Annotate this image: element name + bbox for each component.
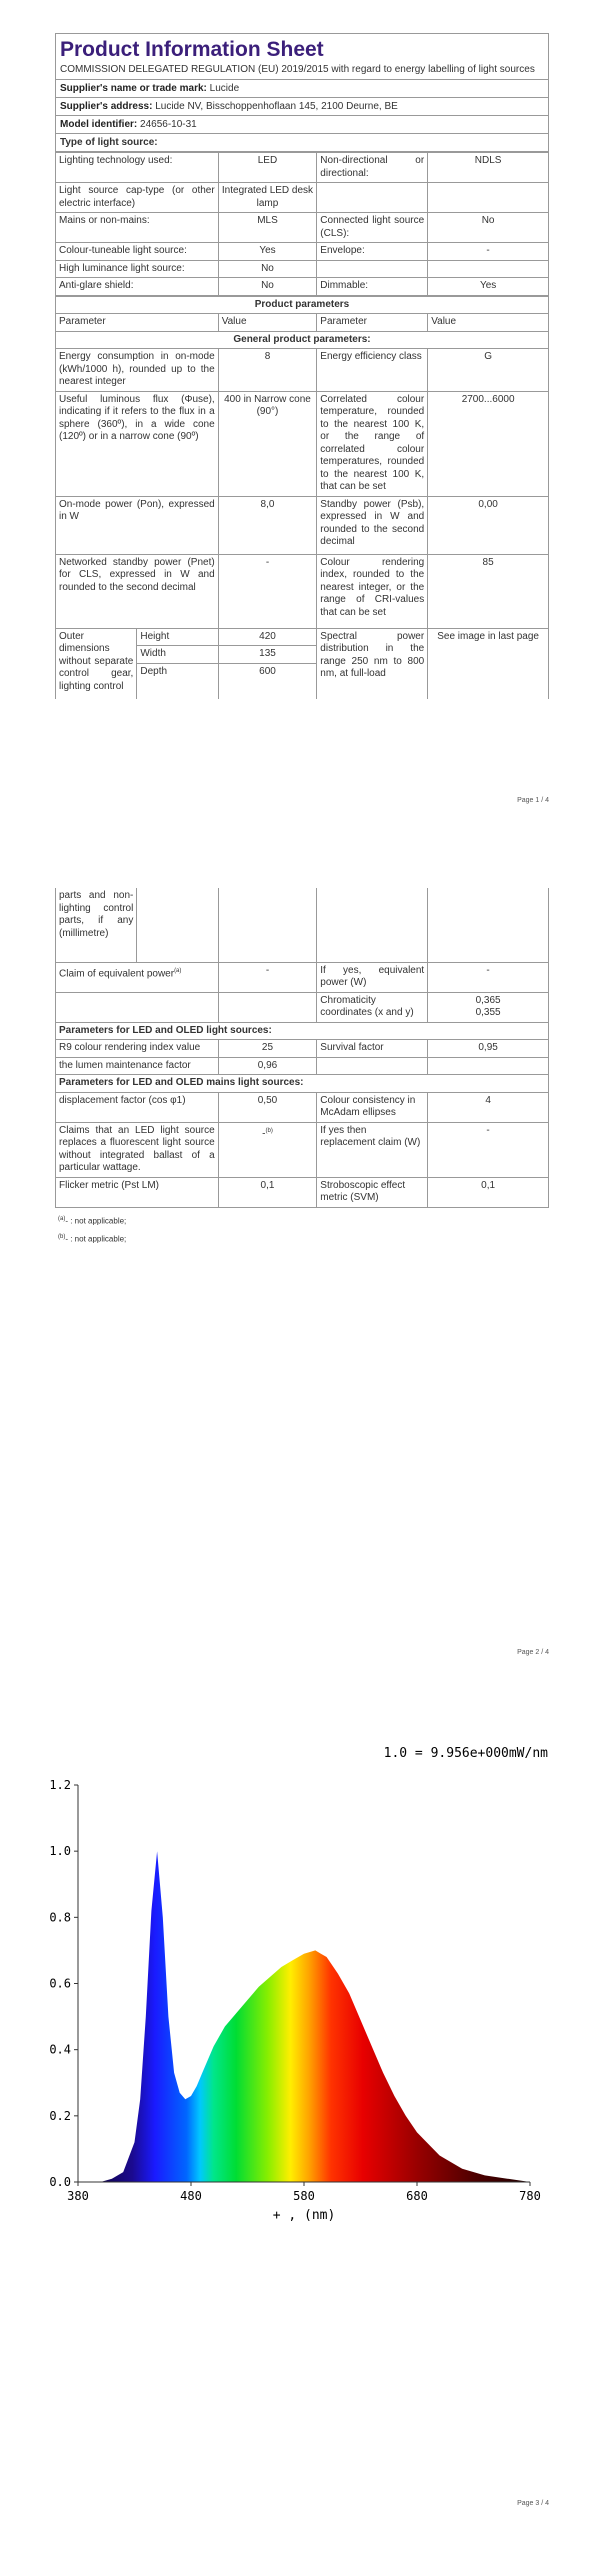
energy-consumption-label: Energy consumption in on-mode (kWh/1000 h), rounded up to the nearest integer xyxy=(56,349,219,392)
y-tick-label: 0.8 xyxy=(49,1910,71,1925)
page-number-3: Page 3 / 4 xyxy=(517,2500,549,2507)
colour-consistency-value: 4 xyxy=(428,1092,549,1122)
cri-value: 85 xyxy=(428,554,549,628)
standby-power-value: 0,00 xyxy=(428,496,549,554)
spectral-empty-value xyxy=(428,888,549,962)
y-tick-label: 0.6 xyxy=(49,1976,71,1991)
chart-plot-area xyxy=(49,1778,541,2203)
chromaticity-empty-value xyxy=(218,992,317,1022)
flicker-value: 0,1 xyxy=(218,1177,317,1207)
y-tick-label: 1.0 xyxy=(49,1844,71,1859)
standby-power-label: Standby power (Psb), expressed in W and rounded to the second decimal xyxy=(317,496,428,554)
x-tick-label: 580 xyxy=(293,2189,315,2203)
x-tick-label: 380 xyxy=(67,2189,89,2203)
type-row-p2: Envelope: xyxy=(317,243,428,261)
supplier-address-row: Supplier's address: Lucide NV, Bisschoppenhoflaan 145, 2100 Deurne, BE xyxy=(56,97,548,115)
networked-standby-value: - xyxy=(218,554,317,628)
equiv-yes-value: - xyxy=(428,962,549,992)
supplier-address: Lucide NV, Bisschoppenhoflaan 145, 2100 Deurne, BE xyxy=(155,101,398,112)
y-tick-label: 0.0 xyxy=(49,2175,71,2189)
model-identifier: 24656-10-31 xyxy=(140,119,197,130)
displacement-label: displacement factor (cos φ1) xyxy=(56,1092,219,1122)
type-row-p2: Connected light source (CLS): xyxy=(317,213,428,243)
type-row xyxy=(56,243,549,261)
type-row-p1: High luminance light source: xyxy=(56,260,219,278)
supplier-name-row: Supplier's name or trade mark: Lucide xyxy=(56,79,548,97)
survival-label: Survival factor xyxy=(317,1040,428,1058)
outer-dimensions-label: Outer dimensions without separate control gear, lighting control xyxy=(56,628,137,699)
type-row xyxy=(56,213,549,243)
type-row xyxy=(56,260,549,278)
col-value-2: Value xyxy=(428,314,549,332)
chromaticity-x: 0,365 xyxy=(475,994,501,1006)
lumen-empty xyxy=(317,1057,428,1075)
model-row: Model identifier: 24656-10-31 xyxy=(56,115,548,133)
energy-consumption-value: 8 xyxy=(218,349,317,392)
spectral-distribution-chart xyxy=(0,1730,604,2250)
type-row-v1: No xyxy=(218,260,317,278)
type-row-v2: Yes xyxy=(428,278,549,296)
dims-empty-cell xyxy=(137,888,218,962)
supplier-name: Lucide xyxy=(209,83,240,94)
type-row xyxy=(56,183,549,213)
y-tick-label: 0.4 xyxy=(49,2042,71,2057)
stroboscopic-value: 0,1 xyxy=(428,1177,549,1207)
type-row-v1: MLS xyxy=(218,213,317,243)
type-row-p2: Dimmable: xyxy=(317,278,428,296)
product-parameters-heading: Product parameters xyxy=(56,296,549,314)
type-row-v2: No xyxy=(428,213,549,243)
type-row-p2 xyxy=(317,260,428,278)
flicker-label: Flicker metric (Pst LM) xyxy=(56,1177,219,1207)
type-row xyxy=(56,278,549,296)
type-row xyxy=(56,153,549,183)
params-table-continued xyxy=(55,888,549,1208)
r9-value: 25 xyxy=(218,1040,317,1058)
led-mains-params-heading: Parameters for LED and OLED mains light sources: xyxy=(56,1075,549,1093)
lumen-maintenance-label: the lumen maintenance factor xyxy=(56,1057,219,1075)
type-row-v2: NDLS xyxy=(428,153,549,183)
page-number-1: Page 1 / 4 xyxy=(517,797,549,804)
type-row-v2 xyxy=(428,260,549,278)
width-value: 135 xyxy=(218,646,317,664)
x-tick-label: 680 xyxy=(406,2189,428,2203)
type-row-v1: No xyxy=(218,278,317,296)
led-params-heading: Parameters for LED and OLED light sources: xyxy=(56,1022,549,1040)
footnote-b: $^{(b)}$- : not applicable; xyxy=(58,1234,127,1244)
type-row-v1: Yes xyxy=(218,243,317,261)
cri-label: Colour rendering index, rounded to the nearest integer, or the range of CRI-values that can be set xyxy=(317,554,428,628)
equiv-yes-label: If yes, equivalent power (W) xyxy=(317,962,428,992)
replacement-label: If yes then replacement claim (W) xyxy=(317,1122,428,1177)
type-row-p1: Lighting technology used: xyxy=(56,153,219,183)
sheet-title: Product Information Sheet xyxy=(60,38,324,61)
claims-value: -$^{(b)}$ xyxy=(218,1122,317,1177)
general-parameters-heading: General product parameters: xyxy=(56,331,549,349)
replacement-value: - xyxy=(428,1122,549,1177)
equiv-power-label: Claim of equivalent power$^{(a)}$ xyxy=(56,962,219,992)
height-value: 420 xyxy=(218,628,317,646)
onmode-power-value: 8,0 xyxy=(218,496,317,554)
outer-dimensions-continued: parts and non-lighting control parts, if any (millimetre) xyxy=(56,888,137,962)
stroboscopic-label: Stroboscopic effect metric (SVM) xyxy=(317,1177,428,1207)
type-row-p2: Non-directional or directional: xyxy=(317,153,428,183)
depth-label: Depth xyxy=(137,663,218,699)
col-parameter-2: Parameter xyxy=(317,314,428,332)
y-tick-label: 1.2 xyxy=(49,1778,71,1792)
height-label: Height xyxy=(137,628,218,646)
info-box xyxy=(55,33,549,152)
params-table xyxy=(55,296,549,700)
type-row-v1: Integrated LED desk lamp xyxy=(218,183,317,213)
chromaticity-y: 0,355 xyxy=(475,1007,501,1018)
lumen-empty-value xyxy=(428,1057,549,1075)
survival-value: 0,95 xyxy=(428,1040,549,1058)
displacement-value: 0,50 xyxy=(218,1092,317,1122)
chromaticity-value xyxy=(428,992,549,1022)
spectral-value: See image in last page xyxy=(428,628,549,699)
networked-standby-label: Networked standby power (Pnet) for CLS, expressed in W and rounded to the second decimal xyxy=(56,554,219,628)
type-row-p1: Anti-glare shield: xyxy=(56,278,219,296)
cct-label: Correlated colour temperature, rounded to the nearest 100 K, or the range of correlated colour temperatures, rounded to the nearest 100 K, that can be set xyxy=(317,391,428,496)
chromaticity-label: Chromaticity coordinates (x and y) xyxy=(317,992,428,1022)
page-2-sheet xyxy=(55,888,549,1208)
type-row-p1: Colour-tuneable light source: xyxy=(56,243,219,261)
cct-value: 2700...6000 xyxy=(428,391,549,496)
type-row-v2 xyxy=(428,183,549,213)
page-1-sheet xyxy=(55,33,549,699)
colour-consistency-label: Colour consistency in McAdam ellipses xyxy=(317,1092,428,1122)
spectral-label: Spectral power distribution in the range 250 nm to 800 nm, at full-load xyxy=(317,628,428,699)
x-tick-label: 780 xyxy=(519,2189,541,2203)
col-parameter-1: Parameter xyxy=(56,314,219,332)
type-heading: Type of light source: xyxy=(56,133,548,151)
onmode-power-label: On-mode power (Pon), expressed in W xyxy=(56,496,219,554)
type-row-p1: Light source cap-type (or other electric interface) xyxy=(56,183,219,213)
regulation-text: COMMISSION DELEGATED REGULATION (EU) 2019/2015 with regard to energy labelling of light sources xyxy=(60,64,535,75)
x-axis-label: + , (nm) xyxy=(272,2208,336,2223)
type-row-v2: - xyxy=(428,243,549,261)
energy-class-value: G xyxy=(428,349,549,392)
chromaticity-empty xyxy=(56,992,219,1022)
spectrum-area xyxy=(78,1851,530,2182)
spectral-empty-cell xyxy=(317,888,428,962)
col-value-1: Value xyxy=(218,314,317,332)
dims-empty-value xyxy=(218,888,317,962)
chart-title: 1.0 = 9.956e+000mW/nm xyxy=(383,1746,548,1761)
r9-label: R9 colour rendering index value xyxy=(56,1040,219,1058)
x-tick-label: 480 xyxy=(180,2189,202,2203)
depth-value: 600 xyxy=(218,663,317,699)
type-row-p1: Mains or non-mains: xyxy=(56,213,219,243)
luminous-flux-label: Useful luminous flux (Φuse), indicating if it refers to the flux in a sphere (360º), in a wide cone (120º) or in a narrow cone (90º) xyxy=(56,391,219,496)
luminous-flux-value: 400 in Narrow cone (90°) xyxy=(218,391,317,496)
type-row-v1: LED xyxy=(218,153,317,183)
type-table xyxy=(55,152,549,296)
claims-label: Claims that an LED light source replaces a fluorescent light source without integrated ballast of a particular wattage. xyxy=(56,1122,219,1177)
equiv-power-value: - xyxy=(218,962,317,992)
y-tick-label: 0.2 xyxy=(49,2108,71,2123)
type-row-p2 xyxy=(317,183,428,213)
energy-class-label: Energy efficiency class xyxy=(317,349,428,392)
page-number-2: Page 2 / 4 xyxy=(517,1649,549,1656)
lumen-maintenance-value: 0,96 xyxy=(218,1057,317,1075)
footnote-a: $^{(a)}$- : not applicable; xyxy=(58,1216,127,1226)
width-label: Width xyxy=(137,646,218,664)
